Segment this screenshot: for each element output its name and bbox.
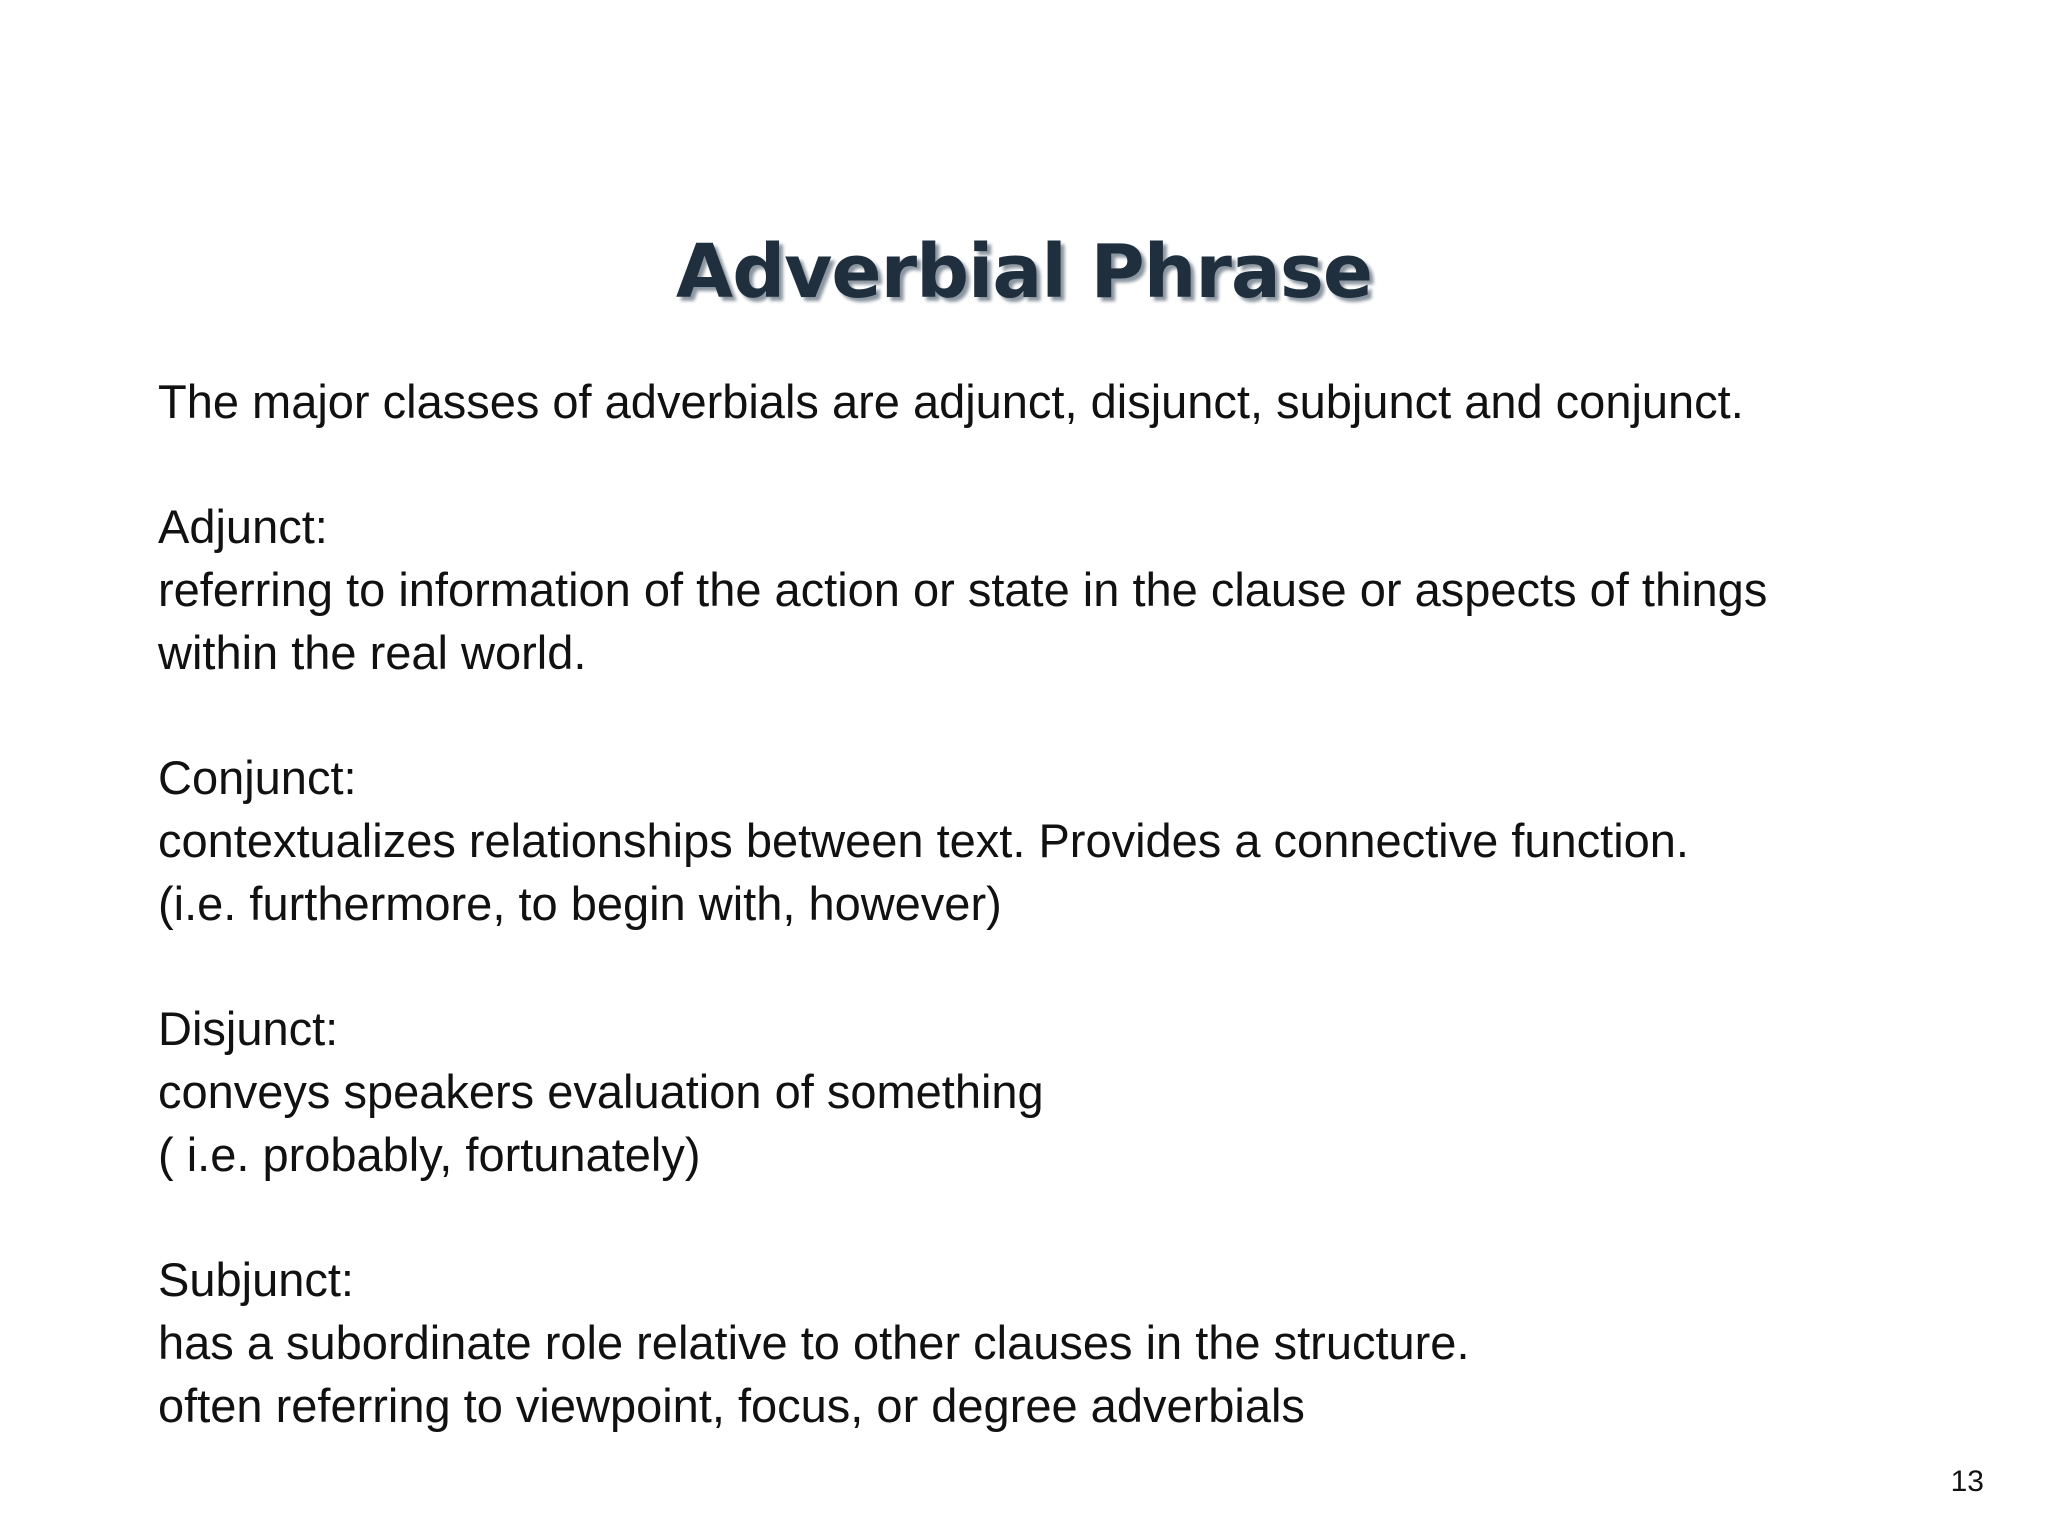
section-line: (i.e. furthermore, to begin with, however)	[158, 877, 1002, 930]
section-disjunct	[158, 997, 1978, 1186]
spacer	[158, 935, 1978, 997]
section-adjunct	[158, 495, 1978, 684]
page-number: 13	[1950, 1465, 1984, 1498]
slide-title: Adverbial Phrase	[675, 229, 1373, 315]
section-line: referring to information of the action or state in the clause or aspects of things	[158, 563, 1768, 616]
section-line: contextualizes relationships between text. Provides a connective function.	[158, 814, 1689, 867]
spacer	[158, 684, 1978, 746]
section-line: within the real world.	[158, 626, 587, 679]
section-subjunct	[158, 1248, 1978, 1437]
section-conjunct	[158, 746, 1978, 935]
spacer	[158, 433, 1978, 495]
section-heading: Conjunct:	[158, 751, 357, 804]
section-heading: Disjunct:	[158, 1002, 339, 1055]
slide-body	[158, 370, 1978, 1437]
section-heading: Subjunct:	[158, 1253, 354, 1306]
section-line: ( i.e. probably, fortunately)	[158, 1128, 701, 1181]
spacer	[158, 1186, 1978, 1248]
section-line: often referring to viewpoint, focus, or degree adverbials	[158, 1379, 1305, 1432]
section-line: has a subordinate role relative to other clauses in the structure.	[158, 1316, 1470, 1369]
section-line: conveys speakers evaluation of something	[158, 1065, 1044, 1118]
section-heading: Adjunct:	[158, 500, 328, 553]
intro-text: The major classes of adverbials are adjunct, disjunct, subjunct and conjunct.	[158, 375, 1744, 428]
